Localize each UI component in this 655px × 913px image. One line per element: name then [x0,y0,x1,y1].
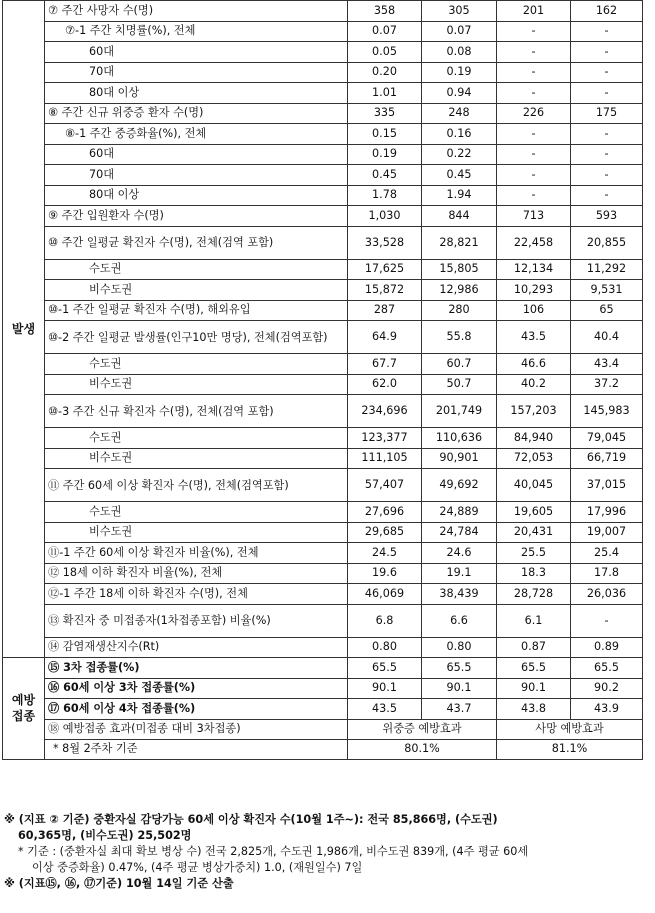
row-value: 22,458 [497,226,571,259]
table-row [3,21,643,42]
row-value: - [497,185,571,206]
row-value: 0.16 [422,124,497,145]
table-row [3,83,643,104]
row-value: 0.80 [422,637,497,658]
death-effect-value: 81.1% [497,739,643,759]
row-label: ⑰ 60세 이상 4차 접종률(%) [45,699,348,720]
row-value: 90.1 [497,678,571,699]
row-label: ⑧-1 주간 중증화율(%), 전체 [45,124,348,145]
table-row [3,300,643,321]
row-label: 비수도권 [45,280,348,301]
row-label: ⑩ 주간 일평균 확진자 수(명), 전체(검역 포함) [45,226,348,259]
table-row [3,374,643,395]
row-value: 248 [422,103,497,124]
row-value: 0.87 [497,637,571,658]
table-row [3,62,643,83]
row-value: 106 [497,300,571,321]
row-label: ⑭ 감염재생산지수(Rt) [45,637,348,658]
row-label: ⑩-2 주간 일평균 발생률(인구10만 명당), 전체(검역포함) [45,321,348,354]
row-value: 90.1 [348,678,422,699]
row-value: 43.9 [571,699,643,720]
row-value: 65 [571,300,643,321]
row-value: 1.78 [348,185,422,206]
table-row [3,678,643,699]
row-value: 33,528 [348,226,422,259]
row-value: 28,821 [422,226,497,259]
row-label: ⑪ 주간 60세 이상 확진자 수(명), 전체(검역포함) [45,469,348,502]
row-value: - [571,604,643,637]
row-value: - [497,165,571,186]
table-row [3,206,643,227]
row-label: ⑨ 주간 입원환자 수(명) [45,206,348,227]
row-value: 65.5 [571,658,643,679]
table-row [3,699,643,720]
row-value: 145,983 [571,395,643,428]
table-row [3,502,643,523]
row-value: 157,203 [497,395,571,428]
row-value: - [571,124,643,145]
row-value: 19,007 [571,522,643,543]
row-value: - [497,83,571,104]
table-row [3,226,643,259]
row-value: 66,719 [571,448,643,469]
row-value: 90.1 [422,678,497,699]
row-value: 11,292 [571,259,643,280]
row-label: ⑯ 60세 이상 3차 접종률(%) [45,678,348,699]
row-value: 0.89 [571,637,643,658]
row-label: 80대 이상 [45,83,348,104]
row-value: 43.7 [422,699,497,720]
row-value: 287 [348,300,422,321]
table-row [3,637,643,658]
row-value: 84,940 [497,428,571,449]
row-value: 46,069 [348,584,422,605]
note-icu-capacity: ※ (지표 ② 기준) 중환자실 감당가능 60세 이상 확진자 수(10월 1주~): 전국 85,866명, (수도권) [4,813,498,826]
table-row [3,1,643,22]
row-value: 6.6 [422,604,497,637]
table-row [3,448,643,469]
row-value: 123,377 [348,428,422,449]
row-label: 수도권 [45,428,348,449]
row-label: 수도권 [45,502,348,523]
row-label: 60대 [45,144,348,165]
table-row [3,144,643,165]
table-row [3,395,643,428]
row-value: - [497,42,571,63]
table-row [3,124,643,145]
row-value: 19,605 [497,502,571,523]
row-value: 226 [497,103,571,124]
row-value: 46.6 [497,354,571,375]
row-label: 70대 [45,165,348,186]
severe-effect-value: 80.1% [348,739,497,759]
table-row [3,185,643,206]
row-value: - [497,62,571,83]
row-label: ⑦-1 주간 치명률(%), 전체 [45,21,348,42]
row-value: - [571,21,643,42]
row-label: ⑮ 3차 접종률(%) [45,658,348,679]
row-value: 12,986 [422,280,497,301]
row-value: 60.7 [422,354,497,375]
row-value: 844 [422,206,497,227]
table-row [3,658,643,679]
row-label: 비수도권 [45,448,348,469]
row-value: - [571,83,643,104]
row-value: 19.6 [348,563,422,584]
row-label: 60대 [45,42,348,63]
row-value: 37.2 [571,374,643,395]
table-row [3,42,643,63]
row-value: 25.4 [571,543,643,564]
row-value: 0.07 [348,21,422,42]
row-value: 90.2 [571,678,643,699]
row-value: 20,855 [571,226,643,259]
row-value: 40,045 [497,469,571,502]
table-row [3,543,643,564]
row-value: 17,625 [348,259,422,280]
row-value: 55.8 [422,321,497,354]
row-value: 40.4 [571,321,643,354]
row-label: ⑪-1 주간 60세 이상 확진자 비율(%), 전체 [45,543,348,564]
row-value: 40.2 [497,374,571,395]
row-value: 50.7 [422,374,497,395]
row-value: 0.45 [422,165,497,186]
effect-sublabel: * 8월 2주차 기준 [45,739,348,759]
row-label: 비수도권 [45,374,348,395]
row-value: 65.5 [422,658,497,679]
row-value: 6.8 [348,604,422,637]
table-row [3,469,643,502]
effect-label: ⑱ 예방접종 효과(미접종 대비 3차접종) [45,719,348,739]
row-value: 111,105 [348,448,422,469]
row-value: 0.08 [422,42,497,63]
row-value: 27,696 [348,502,422,523]
row-value: 72,053 [497,448,571,469]
table-row [3,604,643,637]
row-value: 49,692 [422,469,497,502]
row-value: 280 [422,300,497,321]
row-value: 43.5 [497,321,571,354]
severe-effect-label: 위중증 예방효과 [348,719,497,739]
row-label: ⑫-1 주간 18세 이하 확진자 수(명), 전체 [45,584,348,605]
row-label: ⑩-1 주간 일평균 확진자 수(명), 해외유입 [45,300,348,321]
row-value: - [571,144,643,165]
row-value: 1.94 [422,185,497,206]
row-value: 0.05 [348,42,422,63]
row-value: 201 [497,1,571,22]
table-row [3,321,643,354]
row-value: 10,293 [497,280,571,301]
row-value: 305 [422,1,497,22]
row-value: 18.3 [497,563,571,584]
row-value: 17,996 [571,502,643,523]
table-row [3,522,643,543]
row-value: 110,636 [422,428,497,449]
row-value: 713 [497,206,571,227]
category-vaccination: 예방 접종 [3,658,45,760]
row-value: 358 [348,1,422,22]
row-label: ⑬ 확진자 중 미접종자(1차접종포함) 비율(%) [45,604,348,637]
row-value: 26,036 [571,584,643,605]
table-row [3,563,643,584]
row-value: 90,901 [422,448,497,469]
row-value: 62.0 [348,374,422,395]
row-value: - [571,165,643,186]
row-value: 1.01 [348,83,422,104]
row-value: 17.8 [571,563,643,584]
row-label: ⑦ 주간 사망자 수(명) [45,1,348,22]
row-value: 37,015 [571,469,643,502]
row-value: 12,134 [497,259,571,280]
stats-table [2,0,643,760]
row-label: 70대 [45,62,348,83]
table-row [3,739,643,759]
row-value: 65.5 [497,658,571,679]
note-vaccination-date: ※ (지표⑮, ⑯, ⑰기준) 10월 14일 기준 산출 [4,877,234,890]
row-value: 57,407 [348,469,422,502]
row-value: 0.19 [422,62,497,83]
row-value: 24.5 [348,543,422,564]
row-value: - [571,42,643,63]
table-row [3,165,643,186]
row-value: - [497,21,571,42]
category-occurrence: 발생 [3,1,45,658]
footnotes [4,812,654,892]
row-label: 수도권 [45,354,348,375]
row-value: 24.6 [422,543,497,564]
row-value: 0.22 [422,144,497,165]
row-label: ⑩-3 주간 신규 확진자 수(명), 전체(검역 포함) [45,395,348,428]
row-value: 28,728 [497,584,571,605]
row-value: 20,431 [497,522,571,543]
row-value: 29,685 [348,522,422,543]
row-value: 67.7 [348,354,422,375]
note-icu-capacity-cont: 60,365명, (비수도권) 25,502명 [18,829,192,842]
row-value: 6.1 [497,604,571,637]
row-label: 80대 이상 [45,185,348,206]
note-criteria-cont: 이상 중증화율) 0.47%, (4주 평균 병상가중치) 1.0, (재원일수) 7일 [32,861,363,874]
row-value: 64.9 [348,321,422,354]
row-value: 65.5 [348,658,422,679]
row-value: 43.4 [571,354,643,375]
row-value: 15,805 [422,259,497,280]
row-value: 175 [571,103,643,124]
death-effect-label: 사망 예방효과 [497,719,643,739]
table-row [3,354,643,375]
row-value: - [571,185,643,206]
row-value: - [497,144,571,165]
row-value: 43.5 [348,699,422,720]
row-value: 0.19 [348,144,422,165]
row-value: 1,030 [348,206,422,227]
row-value: 335 [348,103,422,124]
row-label: 비수도권 [45,522,348,543]
row-value: 593 [571,206,643,227]
row-value: 0.20 [348,62,422,83]
row-value: 43.8 [497,699,571,720]
row-value: 0.80 [348,637,422,658]
table-row [3,103,643,124]
table-row [3,280,643,301]
row-value: 0.07 [422,21,497,42]
row-value: - [497,124,571,145]
row-label: 수도권 [45,259,348,280]
row-value: 9,531 [571,280,643,301]
row-value: 38,439 [422,584,497,605]
row-value: 24,784 [422,522,497,543]
row-label: ⑫ 18세 이하 확진자 비율(%), 전체 [45,563,348,584]
table-row [3,719,643,739]
table-row [3,428,643,449]
row-value: 0.94 [422,83,497,104]
row-value: 24,889 [422,502,497,523]
row-value: 15,872 [348,280,422,301]
row-value: 79,045 [571,428,643,449]
row-value: 25.5 [497,543,571,564]
row-value: 0.15 [348,124,422,145]
row-value: 201,749 [422,395,497,428]
row-value: 162 [571,1,643,22]
row-value: 19.1 [422,563,497,584]
row-value: 234,696 [348,395,422,428]
row-value: - [571,62,643,83]
table-row [3,259,643,280]
note-criteria: * 기준 : (중환자실 최대 확보 병상 수) 전국 2,825개, 수도권 1,986개, 비수도권 839개, (4주 평균 60세 [18,845,529,858]
row-label: ⑧ 주간 신규 위중증 환자 수(명) [45,103,348,124]
table-row [3,584,643,605]
row-value: 0.45 [348,165,422,186]
